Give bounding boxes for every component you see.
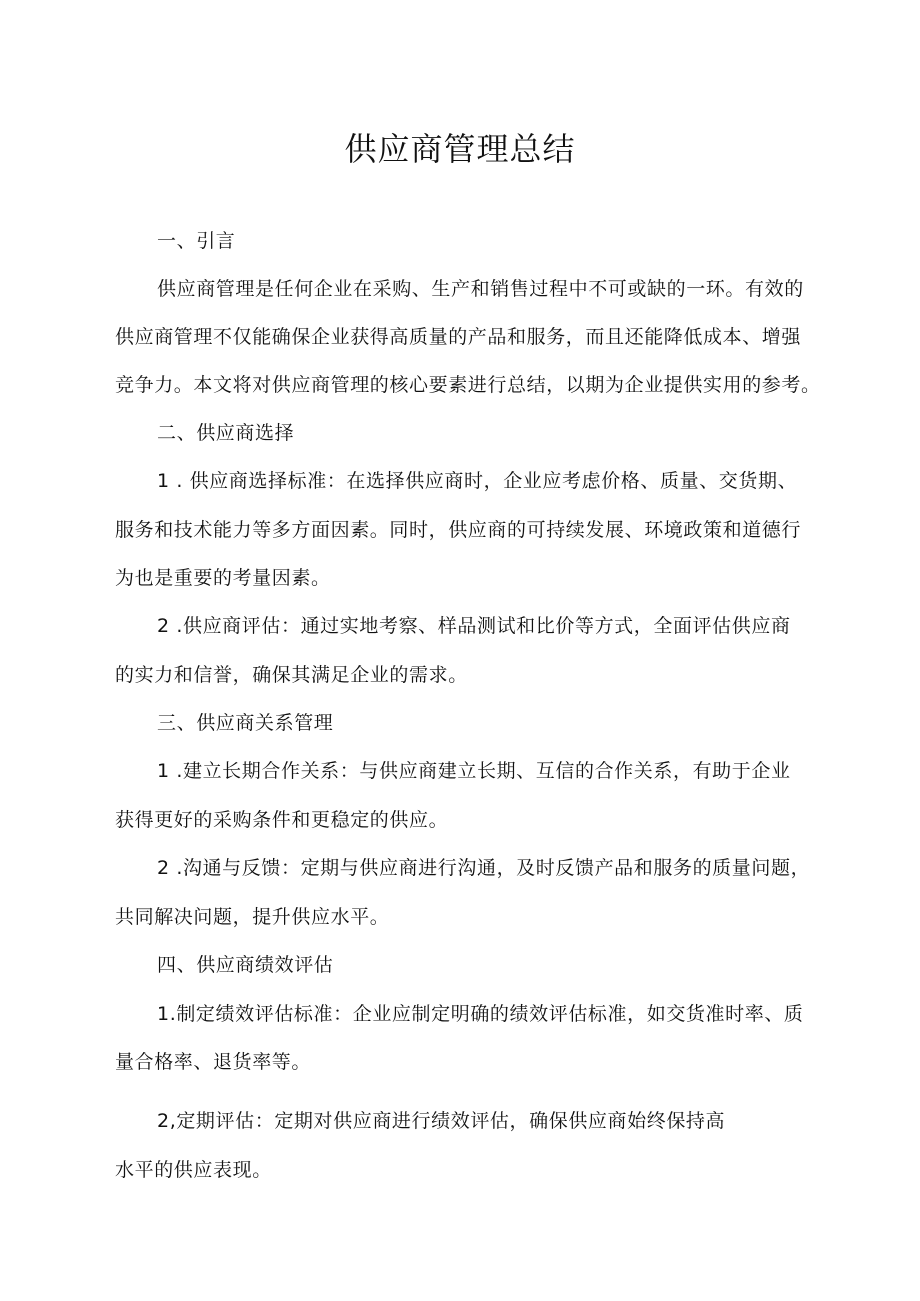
paragraph-line: 供应商管理是任何企业在采购、生产和销售过程中不可或缺的一环。有效的 — [157, 278, 804, 300]
paragraph-line: 竞争力。本文将对供应商管理的核心要素进行总结，以期为企业提供实用的参考。 — [115, 374, 821, 396]
paragraph-line: 共同解决问题，提升供应水平。 — [115, 906, 390, 928]
document-title: 供应商管理总结 — [344, 130, 576, 168]
section-heading-supplier-selection: 二、供应商选择 — [157, 422, 295, 444]
paragraph-line: 2 .沟通与反馈：定期与供应商进行沟通，及时反馈产品和服务的质量问题， — [157, 857, 811, 879]
paragraph-line: 的实力和信誉，确保其满足企业的需求。 — [115, 664, 468, 686]
paragraph-line: 量合格率、退货率等。 — [115, 1051, 312, 1073]
paragraph-line: 1.制定绩效评估标准：企业应制定明确的绩效评估标准，如交货准时率、质 — [157, 1003, 804, 1025]
section-heading-introduction: 一、引言 — [157, 230, 236, 252]
paragraph-line: 供应商管理不仅能确保企业获得高质量的产品和服务，而且还能降低成本、增强 — [115, 326, 802, 348]
paragraph-line: 2,定期评估：定期对供应商进行绩效评估，确保供应商始终保持高 — [157, 1110, 726, 1132]
paragraph-line: 2 .供应商评估：通过实地考察、样品测试和比价等方式，全面评估供应商 — [157, 615, 791, 637]
section-heading-performance-evaluation: 四、供应商绩效评估 — [157, 954, 334, 976]
paragraph-line: 1 . 供应商选择标准：在选择供应商时，企业应考虑价格、质量、交货期、 — [157, 470, 798, 492]
paragraph-line: 获得更好的采购条件和更稳定的供应。 — [115, 809, 449, 831]
paragraph-line: 服务和技术能力等多方面因素。同时，供应商的可持续发展、环境政策和道德行 — [115, 519, 802, 541]
section-heading-relationship-management: 三、供应商关系管理 — [157, 712, 334, 734]
paragraph-line: 为也是重要的考量因素。 — [115, 567, 331, 589]
paragraph-line: 1 .建立长期合作关系：与供应商建立长期、互信的合作关系，有助于企业 — [157, 760, 791, 782]
paragraph-line: 水平的供应表现。 — [115, 1159, 272, 1181]
